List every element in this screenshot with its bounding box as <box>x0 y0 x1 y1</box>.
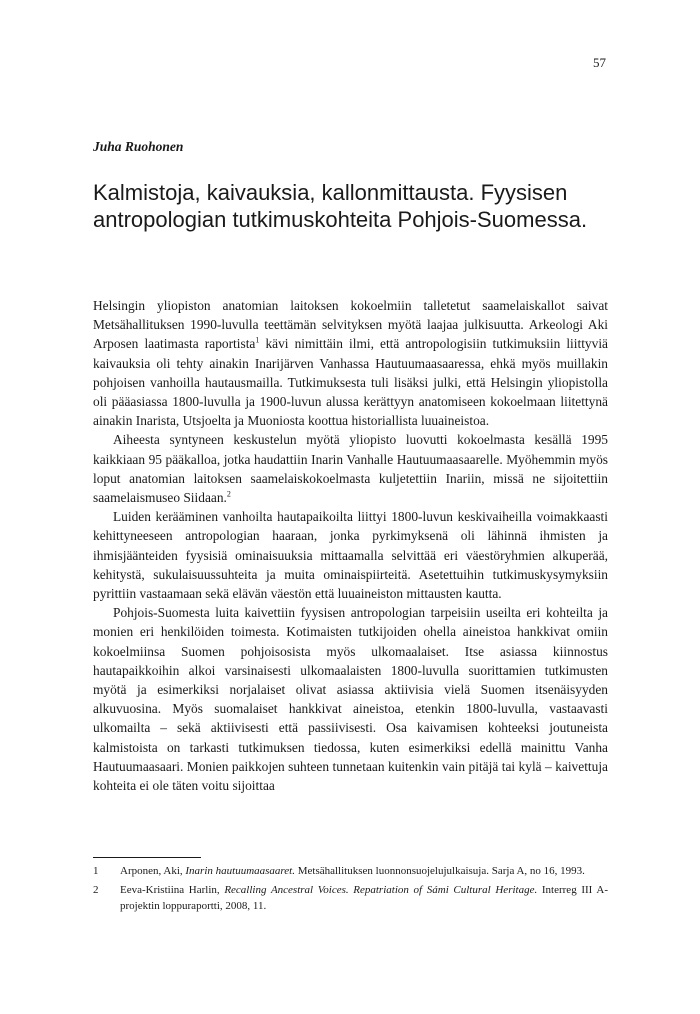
paragraph-3 <box>93 507 608 603</box>
footnote-details: Interreg III A-projektin loppuraportti, 2008, 11. <box>120 884 608 912</box>
page-number: 57 <box>593 55 606 70</box>
paragraph-2 <box>93 430 608 507</box>
footnote-ref: 1 <box>255 335 260 345</box>
footnote-author: Eeva-Kristiina Harlin, <box>120 884 225 896</box>
footnote-2 <box>93 882 608 914</box>
footnote-1 <box>93 863 608 879</box>
paragraph-4 <box>93 603 608 795</box>
paragraph-text: Helsingin yliopiston anatomian laitoksen kokoelmiin talletetut saamelaiskallot saivat Metsähallituksen 1990-luvulla teettämän selvityksen myötä laajaa julkisuutta. Arkeologi Aki Arposen laatimasta raportista <box>93 298 608 352</box>
article-body <box>93 296 608 795</box>
footnote-work-title: Inarin hautuumaasaaret. <box>185 865 295 877</box>
footnote-work-title: Recalling Ancestral Voices. Repatriation of Sámi Cultural Heritage. <box>224 884 538 896</box>
paragraph-text: Aiheesta syntyneen keskustelun myötä yliopisto luovutti kokoelmasta kesällä 1995 kaikkiaan 95 pääkalloa, jotka haudattiin Inarin Vanhalle Hautuumaasaarelle. Myöhemmin myös loput anatomian laitoksen saamelaiskokoelmasta kuljetettiin Inariin, missä ne sijoitettiin saamelaismuseo Siidaan. <box>93 432 608 506</box>
footnotes <box>93 863 608 917</box>
paragraph-text: Luiden kerääminen vanhoilta hautapaikoilta liittyi 1800-luvun keskivaiheilla voimakkaasti kehittyneeseen antropologian haaraan, jonka pyrkimyksenä oli lähinnä ihmisten ja ihmisjäänteiden fyysisiä ominaisuuksia mittaamalla selvittää eri väestöryhmien alkuperää, kehitystä, sukulaisuussuhteita ja muita ominaispiirteitä. Asetettuihin tutkimuskysymyksiin pyrittiin vastaamaan sekä elävän väestön että luuaineiston mittausten kautta. <box>93 509 608 602</box>
footnote-details: Metsähallituksen luonnonsuojelujulkaisuja. Sarja A, no 16, 1993. <box>294 865 585 877</box>
article-title: Kalmistoja, kaivauksia, kallonmittausta. Fyysisen antropologian tutkimuskohteita Pohjois-Suomessa. <box>93 180 588 232</box>
author-name: Juha Ruohonen <box>93 139 184 154</box>
footnote-text <box>120 863 608 879</box>
paragraph-text: Pohjois-Suomesta luita kaivettiin fyysisen antropologian tarpeisiin useilta eri kohteilta ja monien eri henkilöiden toimesta. Kotimaisten tutkijoiden ohella aineistoa hankkivat omiin kokoelmiinsa Suomen pohjoisosista myös ulkomaalaiset. Itse asiassa kiinnostus hautapaikkoihin alkoi varsinaisesti ulkomaalaisten 1800-luvulla suorittamien tutkimusten myötä ja esimerkiksi norjalaiset olivat asiassa aktiivisia vielä Suomen itsenäisyyden alkuvuosina. Myös suomalaiset hankkivat aineistoa, etenkin 1800-luvulla, vastaavasti ulkomailta – sekä aktiivisesti että passiivisesti. Osa kaivamisen kohteeksi joutuneista kalmistoista on tarkasti tutkimuksen tiedossa, kuten esimerkiksi edellä mainittu Vanha Hautuumaasaari. Monien paikkojen suhteen tunnetaan kuitenkin vain pitäjä tai kylä – kaivettuja kohteita ei ole täten voitu sijoittaa <box>93 605 608 794</box>
paragraph-1 <box>93 296 608 430</box>
footnote-divider <box>93 857 201 858</box>
footnote-text <box>120 882 608 914</box>
paragraph-text: kävi nimittäin ilmi, että antropologisiin tutkimuksiin liittyviä kaivauksia oli tehty ainakin Inarijärven Vanhassa Hautuumaasaaressa, ehkä myös muillakin pohjoisen vanhoilla hautausmailla. Tutkimuksesta tuli lisäksi julki, että Helsingin yliopistolla oli pääasiassa 1800-luvulla ja 1900-luvun alussa kerättyyn anatomiseen kokoelmaan liitettynä ainakin Inarista, Utsjoelta ja Muoniosta koottua historiallista luuaineistoa. <box>93 336 608 429</box>
footnote-number: 1 <box>93 865 99 877</box>
footnote-ref: 2 <box>226 489 231 499</box>
footnote-number: 2 <box>93 884 99 896</box>
footnote-author: Arponen, Aki, <box>120 865 186 877</box>
